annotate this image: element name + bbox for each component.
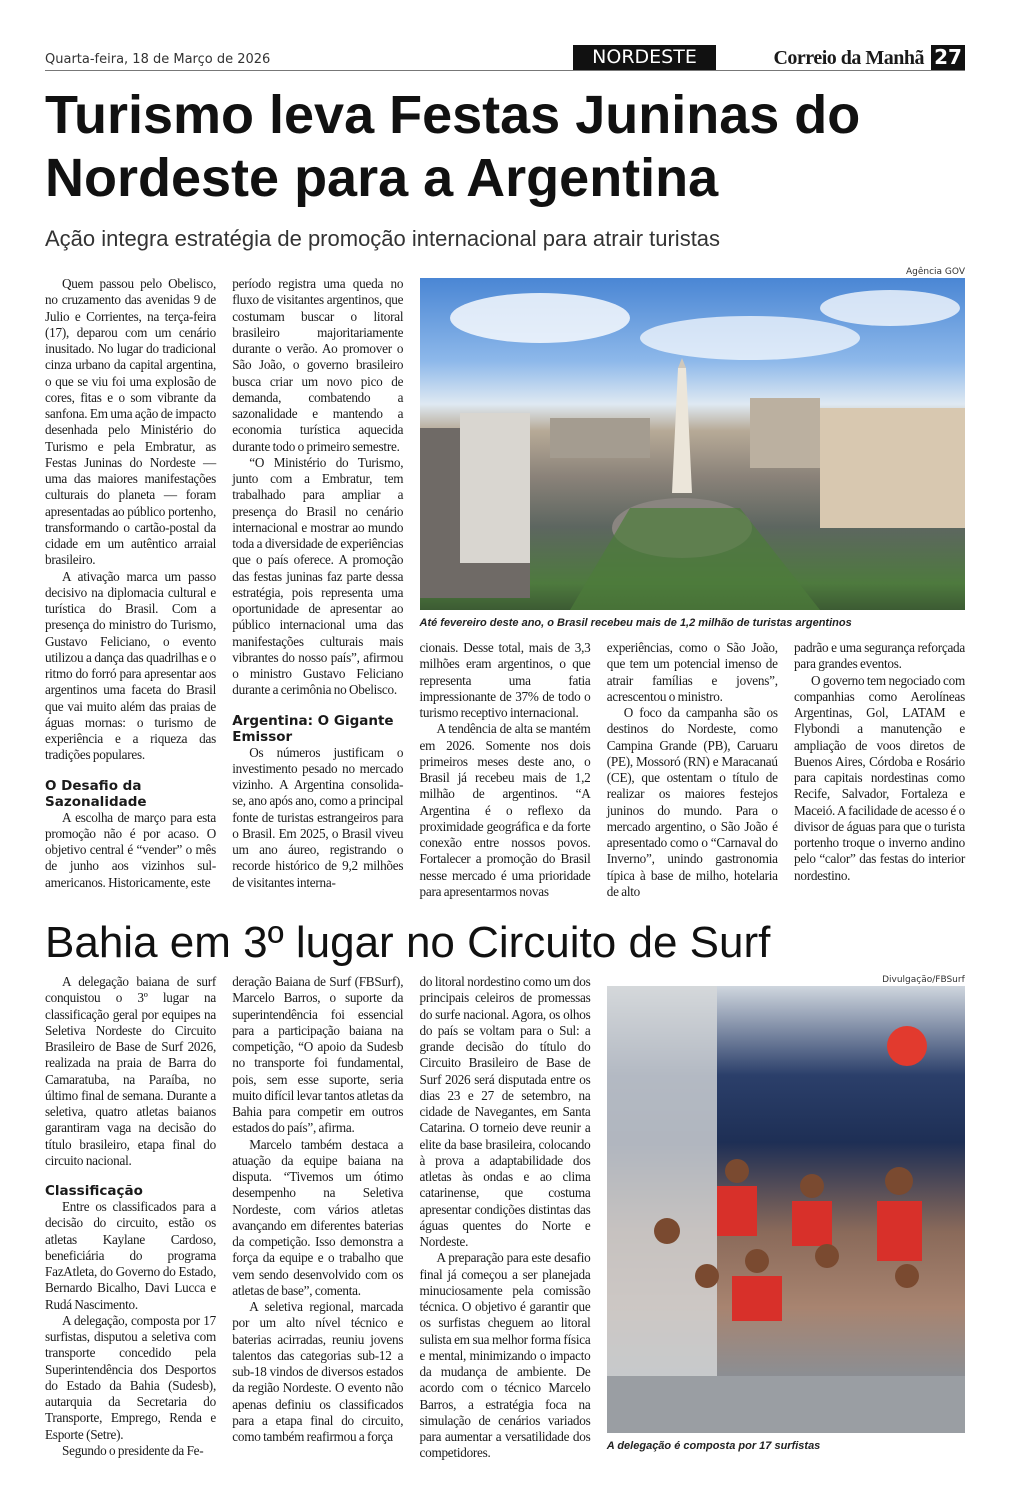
photo-caption: Até fevereiro deste ano, o Brasil recebeu mais de 1,2 milhão de turistas argentinos [419, 617, 852, 629]
article1-column-4 [607, 630, 778, 900]
newspaper-logo: Correio da Manhã [773, 47, 924, 69]
article1-column-5 [794, 630, 965, 900]
article1-column-2 [232, 266, 403, 900]
paragraph: A delegação baiana de surf conquistou o 3º lugar na classificação geral por equipes na Seletiva Nordeste do Circuito Brasileiro de Base de Surf 2026, realizada na praia de Barra do Camaratuba, na Paraíba, no último final de semana. Durante a seletiva, quatro atletas baianos garantiram vaga na decisão do título brasileiro, etapa final do circuito nacional. [45, 974, 216, 1168]
paragraph: A delegação, composta por 17 surfistas, disputou a seletiva com transporte concedido pela Superintendência dos Desportos do Estado da Bahia (Sudesb), autarquia da Secretaria do Transporte, Emprego, Renda e Esporte (Setre). [45, 1312, 216, 1442]
article1-body [45, 266, 965, 900]
paragraph: Os números justificam o investimento pesado no mercado vizinho. A Argentina consolida-se, ano após ano, como a principal fonte de turistas estrangeiros para o Brasil. Em 2025, o Brasil viveu um ano áureo, registrando o recorde histórico de 9,2 milhões de visitantes interna- [232, 744, 404, 890]
paragraph: do litoral nordestino como um dos principais celeiros de promessas do surfe nacional. Agora, os olhos do país se voltam para o Sul: a grande decisão do título do Circuito Brasileiro de Base de Surf 2026 será disputada entre os dias 23 e 27 de setembro, na cidade de Navegantes, em Santa Catarina. O torneio deve reunir a elite da base brasileira, colocando à prova a adaptabilidade dos atletas às ondas e ao clima catarinense, que costuma apresentar condições distintas das águas quentes do Norte e Nordeste. [419, 974, 591, 1249]
article2-body [45, 974, 965, 1462]
article1-column-3 [420, 630, 591, 900]
paragraph: Segundo o presidente da Fe- [62, 1442, 204, 1458]
obelisk-buenos-aires-photo [420, 278, 965, 610]
article1-column-1 [45, 266, 216, 900]
subheading: Classificação [45, 1183, 143, 1199]
paragraph: A preparação para este desafio final já começou a ser planejada minuciosamente pela comissão técnica. O objetivo é garantir que os surfistas cheguem ao litoral sulista em sua melhor forma física e mental, minimizando o impacto da mudança de ambiente. De acordo com o técnico Marcelo Barros, a estratégia foca na simulação de cenários variados para aumentar a versatilidade dos competidores. [419, 1250, 591, 1461]
article2-column-1 [45, 974, 216, 1459]
article1-photo-block [420, 266, 966, 630]
article2-photo-block [607, 974, 965, 1453]
paragraph: cionais. Desse total, mais de 3,3 milhões eram argentinos, o que representa uma fatia impressionante de 37% de todo o turismo receptivo internacional. [419, 640, 591, 720]
paragraph: deração Baiana de Surf (FBSurf), Marcelo Barros, o suporte da superintendência foi essencial para a participação baiana na competição, “O apoio da Sudesb no transporte foi fundamental, pois, sem esse suporte, seria muito difícil levar tantos atletas da Bahia para competir em outros estados do país”, afirma. [232, 974, 404, 1136]
page-body [45, 266, 965, 1462]
paragraph: A escolha de março para esta promoção não é por acaso. O objetivo central é “vender” o mês de junho aos vizinhos sul-americanos. Historicamente, este [45, 809, 216, 890]
paragraph: Entre os classificados para a decisão do circuito, estão os atletas Kaylane Cardoso, beneficiária do programa FazAtleta, do Governo do Estado, Bernardo Bicalho, Davi Lucca e Rudá Nascimento. [45, 1199, 216, 1312]
subheading: Argentina: O Gigante Emissor [232, 712, 394, 745]
paragraph: A tendência de alta se mantém em 2026. Somente nos dois primeiros meses deste ano, o Brasil já recebeu mais de 1,2 milhão de argentinos. “A Argentina é o reflexo da proximidade geográfica e da forte conexão entre nossos povos. Fortalecer a promoção do Brasil nesse mercado é uma prioridade para apresentarmos novas [419, 721, 591, 899]
paragraph: experiências, como o São João, que tem um potencial imenso de atrair famílias e jovens”, acrescentou o ministro. [606, 640, 778, 704]
issue-date: Quarta-feira, 18 de Março de 2026 [45, 52, 271, 67]
paragraph: “O Ministério do Turismo, junto com a Embratur, tem trabalhado para ampliar a presença do Brasil no cenário internacional e mostrar ao mundo toda a diversidade de experiências que o país oferece. A promoção das festas juninas faz parte dessa estratégia, pois representa uma oportunidade de apresentar ao público internacional uma das manifestações culturais mais vibrantes do nosso país”, afirmou o ministro Gustavo Feliciano durante a cerimônia no Obelisco. [232, 454, 404, 698]
section-label: NORDESTE [573, 45, 716, 70]
paragraph: O foco da campanha são os destinos do Nordeste, como Campina Grande (PB), Caruaru (PE), Mossoró (RN) e Maracanaú (CE), que ostentam o título de realizar os maiores festejos juninos do mundo. Para o mercado argentino, o São João é apresentado como o “Carnaval do Inverno”, unindo gastronomia típica à base de milho, hotelaria de alto [606, 705, 778, 899]
paragraph: Marcelo também destaca a atuação da equipe baiana na disputa. “Tivemos um ótimo desempenho na Seletiva Nordeste, com vários atletas avançando em diferentes baterias da competição. Isso demonstra a força da equipe e o trabalho que vem sendo desenvolvido com os atletas de base”, comenta. [232, 1136, 404, 1298]
paragraph: A seletiva regional, marcada por um alto nível técnico e baterias acirradas, reuniu jovens talentos das categorias sub-12 a sub-18 vindos de diversos estados da região Nordeste. O evento não apenas definiu os classificados para a etapa final do circuito, como também reafirmou a força [232, 1299, 404, 1444]
photo-credit: Divulgação/FBSurf [882, 975, 965, 985]
article-headline: Turismo leva Festas Juninas do Nordeste para a Argentina [45, 85, 861, 208]
article2-column-3 [420, 974, 591, 1462]
article2-headline: Bahia em 3º lugar no Circuito de Surf [45, 918, 771, 967]
subheading: O Desafio da Sazonalidade [45, 777, 147, 810]
paragraph: A ativação marca um passo decisivo na diplomacia cultural e turística do Brasil. Com a presença do ministro do Turismo, Gustavo Feliciano, o evento utilizou a dança das quadrilhas e o ritmo do forró para apresentar aos argentinos uma faceta do Brasil que vai muito além das praias de águas mornas: o turismo de experiência e a riqueza das tradições populares. [45, 568, 216, 763]
paragraph: padrão e uma segurança reforçada para grandes eventos. [794, 640, 965, 672]
paragraph: Quem passou pelo Obelisco, no cruzamento das avenidas 9 de Julio e Corrientes, na terça-feira (17), deparou com um cenário inusitado. No lugar do tradicional cinza urbano da capital argentina, o que se viu foi uma explosão de cores, fitas e o som vibrante da sanfona. Em uma ação de impacto desenhada pelo Ministério do Turismo e pela Embratur, as Festas Juninas do Nordeste — uma das maiores manifestações culturais do planeta — foram apresentadas ao público portenho, transformando o cartão-postal da cidade em um autêntico arraial brasileiro. [45, 276, 216, 568]
article2-column-2 [232, 974, 403, 1445]
surf-team-photo [607, 986, 965, 1433]
page-number: 27 [931, 45, 965, 70]
article-subtitle: Ação integra estratégia de promoção internacional para atrair turistas [45, 226, 721, 251]
photo-credit: Agência GOV [906, 267, 965, 277]
paragraph: O governo tem negociado com companhias como Aerolíneas Argentinas, Gol, LATAM e Flybondi a manutenção e ampliação de voos diretos de Buenos Aires, Córdoba e Rosário para capitais nordestinas como Recife, Salvador, Fortaleza e Maceió. A facilidade de acesso é o divisor de águas para que o turista portenho troque o inverno andino pelo “calor” das festas do interior nordestino. [794, 672, 965, 883]
photo-caption: A delegação é composta por 17 surfistas [606, 1440, 821, 1452]
header-divider [45, 70, 965, 71]
paragraph: período registra uma queda no fluxo de visitantes argentinos, que costumam buscar o litoral brasileiro majoritariamente durante o verão. Ao promover o São João, o governo brasileiro busca criar um novo pico de demanda, combatendo a sazonalidade e mantendo a economia turística aquecida durante todo o primeiro semestre. [232, 276, 404, 454]
